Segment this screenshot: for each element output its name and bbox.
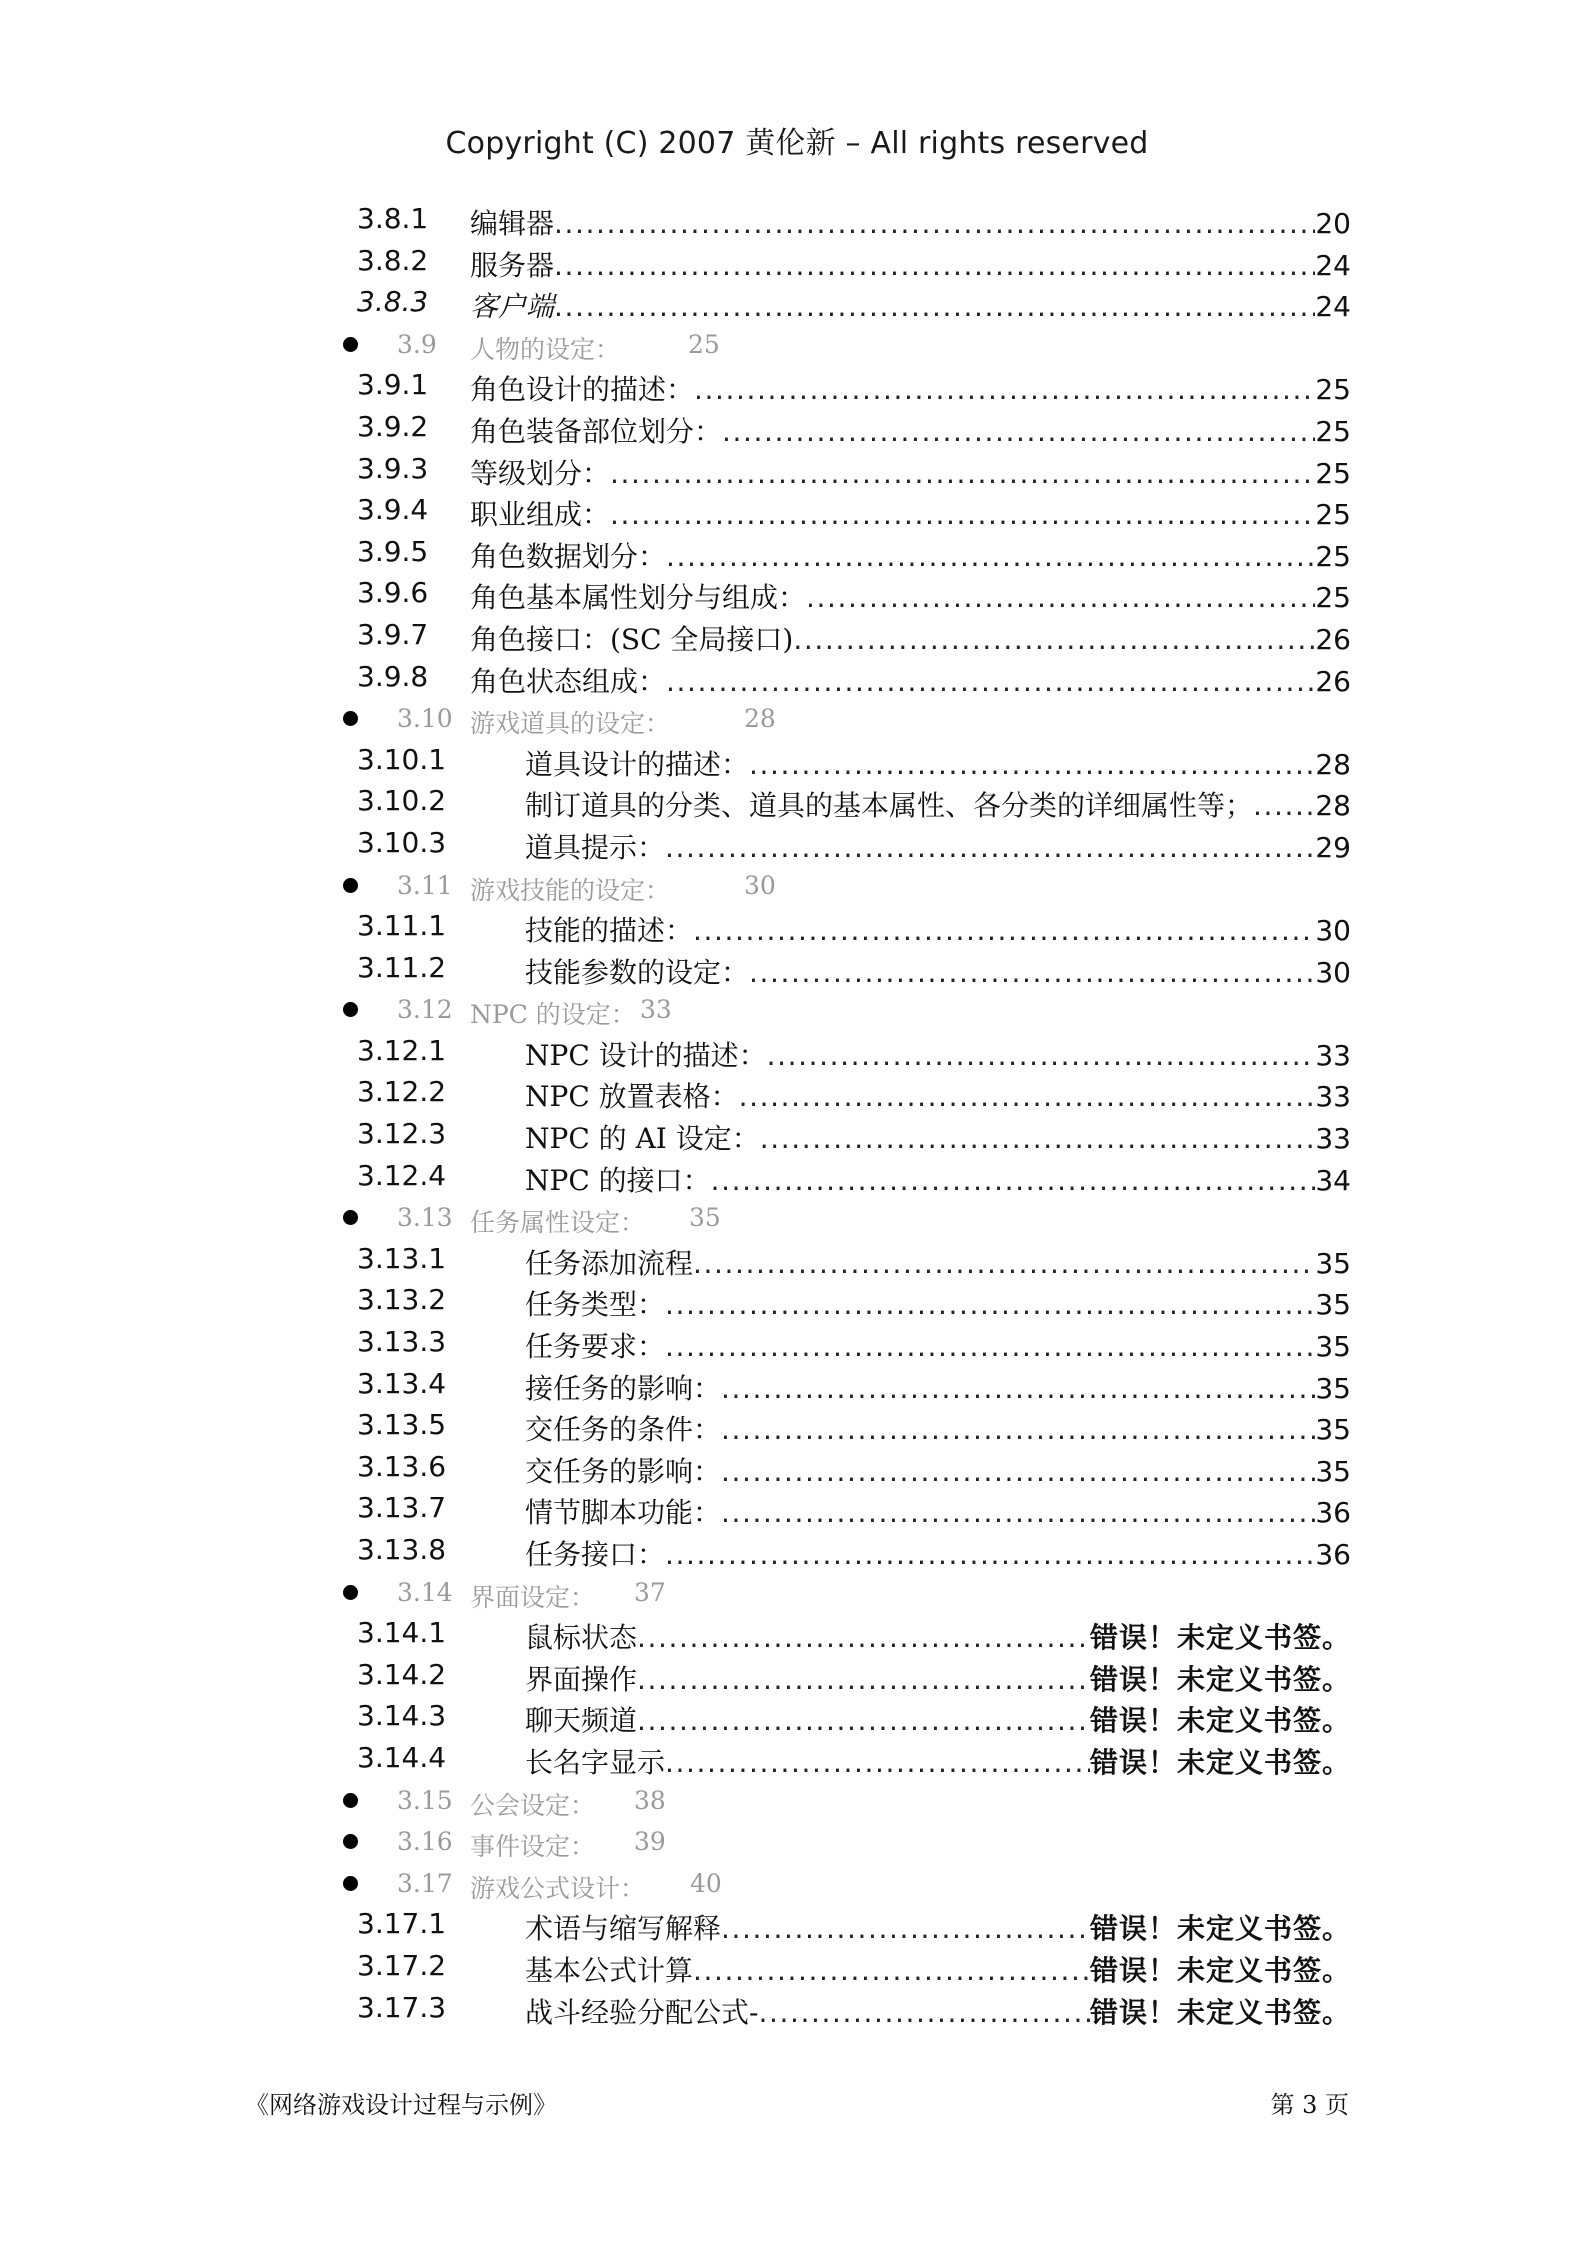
section-title: 任务属性设定： — [470, 1208, 646, 1238]
entry-error-text: 错误！未定义书签。 — [1089, 1662, 1351, 1696]
toc-section-heading[interactable] — [0, 1862, 1594, 1904]
toc-entry[interactable] — [0, 1363, 1594, 1405]
entry-title: 交任务的影响： — [525, 1454, 722, 1488]
entry-number: 3.10.1 — [357, 742, 447, 776]
entry-title: 职业组成： — [470, 498, 611, 532]
bullet-icon — [343, 1210, 358, 1225]
entry-title: 技能参数的设定： — [525, 955, 750, 989]
entry-line — [525, 1242, 1351, 1282]
entry-page-number: 36 — [1315, 1538, 1351, 1571]
toc-entry[interactable] — [0, 489, 1594, 531]
entry-line — [525, 1325, 1351, 1365]
entry-number: 3.14.1 — [357, 1616, 447, 1650]
dot-leader — [721, 1372, 1315, 1405]
dot-leader — [721, 1912, 1090, 1945]
entry-error-text: 错误！未定义书签。 — [1089, 1995, 1351, 2029]
toc-section-heading[interactable] — [0, 323, 1594, 365]
entry-line — [525, 1408, 1351, 1448]
dot-leader — [767, 1039, 1316, 1072]
entry-line — [525, 1533, 1351, 1573]
dot-leader — [665, 1538, 1315, 1571]
entry-page-number: 25 — [1315, 373, 1351, 407]
entry-page-number: 34 — [1315, 1163, 1351, 1197]
dot-leader — [554, 249, 1315, 282]
entry-number: 3.9.1 — [357, 368, 429, 402]
entry-number: 3.8.2 — [357, 243, 429, 277]
entry-number: 3.10.3 — [357, 825, 447, 859]
entry-page-number: 26 — [1315, 622, 1351, 656]
toc-entry[interactable] — [0, 531, 1594, 573]
dot-leader — [637, 1663, 1090, 1696]
entry-page-number: 20 — [1315, 207, 1351, 240]
entry-line — [525, 1491, 1351, 1531]
bullet-icon — [343, 337, 358, 352]
entry-line — [470, 618, 1351, 658]
entry-number: 3.8.3 — [357, 285, 429, 319]
toc-entry[interactable] — [0, 1113, 1594, 1155]
entry-title: 情节脚本功能： — [525, 1496, 722, 1530]
section-number: 3.9 — [397, 329, 437, 359]
entry-page-number: 25 — [1315, 539, 1351, 573]
entry-title: 服务器 — [470, 248, 555, 282]
entry-number: 3.9.4 — [357, 493, 429, 527]
toc-entry[interactable] — [0, 1737, 1594, 1779]
entry-title: 任务要求： — [525, 1330, 666, 1364]
section-number: 3.17 — [397, 1868, 453, 1898]
entry-title: 角色装备部位划分： — [470, 414, 723, 448]
dot-leader — [637, 1621, 1090, 1654]
toc-section-heading[interactable] — [0, 1779, 1594, 1821]
dot-leader — [693, 914, 1315, 947]
entry-number: 3.13.1 — [357, 1241, 447, 1275]
toc-entry[interactable] — [0, 1321, 1594, 1363]
entry-number: 3.9.5 — [357, 534, 429, 568]
entry-number: 3.13.2 — [357, 1283, 447, 1317]
dot-leader — [610, 457, 1315, 490]
entry-number: 3.9.7 — [357, 617, 429, 651]
entry-line — [470, 202, 1351, 242]
toc-entry[interactable] — [0, 739, 1594, 781]
entry-title: 交任务的条件： — [525, 1413, 722, 1447]
toc-entry[interactable] — [0, 1987, 1594, 2029]
bullet-icon — [343, 1585, 358, 1600]
entry-number: 3.13.5 — [357, 1408, 447, 1442]
dot-leader — [665, 1746, 1090, 1779]
section-page-number: 39 — [634, 1827, 666, 1857]
entry-title: 角色基本属性划分与组成： — [470, 581, 807, 615]
entry-line — [470, 452, 1351, 492]
entry-page-number: 36 — [1315, 1496, 1351, 1530]
entry-number: 3.11.1 — [357, 909, 447, 943]
section-page-number: 38 — [634, 1785, 666, 1815]
entry-page-number: 35 — [1315, 1371, 1351, 1405]
entry-error-text: 错误！未定义书签。 — [1089, 1953, 1351, 1987]
entry-title: 鼠标状态 — [525, 1621, 638, 1655]
entry-title: 编辑器 — [470, 207, 555, 240]
section-page-number: 35 — [689, 1203, 721, 1233]
entry-line — [525, 909, 1351, 949]
entry-page-number: 35 — [1315, 1288, 1351, 1322]
toc-entry[interactable] — [0, 822, 1594, 864]
entry-title: 角色接口：(SC 全局接口) — [470, 622, 794, 656]
toc-entry[interactable] — [0, 656, 1594, 698]
entry-number: 3.14.4 — [357, 1740, 447, 1774]
toc-entry[interactable] — [0, 1030, 1594, 1072]
entry-line — [470, 576, 1351, 616]
entry-page-number: 35 — [1315, 1413, 1351, 1447]
dot-leader — [758, 1996, 1090, 2029]
entry-line — [470, 285, 1351, 325]
entry-title: 任务添加流程 — [525, 1246, 694, 1280]
entry-page-number: 29 — [1315, 830, 1351, 864]
toc-entry[interactable] — [0, 614, 1594, 656]
toc-entry[interactable] — [0, 1529, 1594, 1571]
entry-number: 3.8.1 — [357, 202, 429, 235]
entry-number: 3.12.4 — [357, 1158, 447, 1192]
toc-entry[interactable] — [0, 240, 1594, 282]
entry-number: 3.13.6 — [357, 1449, 447, 1483]
section-page-number: 33 — [640, 995, 672, 1025]
entry-title: 战斗经验分配公式- — [525, 1995, 759, 2029]
entry-number: 3.13.4 — [357, 1366, 447, 1400]
toc-entry[interactable] — [0, 572, 1594, 614]
section-page-number: 37 — [634, 1577, 666, 1607]
dot-leader — [610, 498, 1315, 531]
entry-title: NPC 设计的描述： — [525, 1038, 767, 1072]
entry-number: 3.13.8 — [357, 1533, 447, 1566]
dot-leader — [666, 665, 1315, 698]
entry-line — [525, 1034, 1351, 1074]
entry-number: 3.17.1 — [357, 1907, 447, 1941]
entry-page-number: 30 — [1315, 955, 1351, 989]
entry-error-text: 错误！未定义书签。 — [1089, 1745, 1351, 1779]
toc-entry[interactable] — [0, 1279, 1594, 1321]
toc-entry[interactable] — [0, 1404, 1594, 1446]
dot-leader — [749, 956, 1315, 989]
toc-entry[interactable] — [0, 947, 1594, 989]
entry-page-number: 33 — [1315, 1038, 1351, 1072]
entry-page-number: 33 — [1315, 1080, 1351, 1114]
entry-number: 3.9.2 — [357, 409, 429, 443]
entry-page-number: 26 — [1315, 664, 1351, 698]
entry-line — [525, 1907, 1351, 1947]
section-title: 事件设定： — [470, 1832, 596, 1862]
entry-number: 3.14.2 — [357, 1657, 447, 1691]
bullet-icon — [343, 711, 358, 726]
dot-leader — [721, 1455, 1315, 1488]
entry-title: 聊天频道 — [525, 1704, 638, 1738]
entry-line — [525, 1949, 1351, 1989]
entry-error-text: 错误！未定义书签。 — [1089, 1621, 1351, 1655]
dot-leader — [806, 581, 1315, 614]
toc-entry[interactable] — [0, 281, 1594, 323]
section-page-number: 28 — [744, 704, 776, 734]
entry-line — [525, 1699, 1351, 1739]
entry-title: 任务类型： — [525, 1288, 666, 1322]
section-title: 人物的设定： — [470, 334, 621, 364]
toc-entry[interactable] — [0, 1487, 1594, 1529]
entry-line — [470, 410, 1351, 450]
bullet-icon — [343, 1793, 358, 1808]
entry-title: 角色设计的描述： — [470, 373, 695, 407]
dot-leader — [554, 207, 1315, 240]
entry-line — [525, 784, 1351, 824]
entry-line — [525, 1367, 1351, 1407]
entry-title: 接任务的影响： — [525, 1371, 722, 1405]
entry-error-text: 错误！未定义书签。 — [1089, 1912, 1351, 1946]
entry-line — [525, 951, 1351, 991]
entry-line — [525, 1658, 1351, 1698]
section-page-number: 30 — [744, 870, 776, 900]
entry-number: 3.12.2 — [357, 1075, 447, 1109]
entry-title: NPC 的接口： — [525, 1163, 711, 1197]
entry-title: NPC 放置表格： — [525, 1080, 739, 1114]
toc-entry[interactable] — [0, 198, 1594, 240]
entry-page-number: 35 — [1315, 1246, 1351, 1280]
entry-line — [470, 660, 1351, 700]
dot-leader — [666, 540, 1315, 573]
entry-title: 客户端 — [470, 290, 555, 324]
table-of-contents — [0, 198, 1594, 2028]
entry-title: NPC 的 AI 设定： — [525, 1122, 760, 1156]
dot-leader — [722, 415, 1315, 448]
dot-leader — [739, 1080, 1316, 1113]
section-page-number: 25 — [688, 329, 720, 359]
section-title: 游戏道具的设定： — [470, 709, 671, 739]
toc-entry[interactable] — [0, 448, 1594, 490]
dot-leader — [760, 1122, 1316, 1155]
entry-line — [525, 1075, 1351, 1115]
section-title: 界面设定： — [470, 1582, 596, 1612]
entry-line — [470, 368, 1351, 408]
toc-entry[interactable] — [0, 1612, 1594, 1654]
entry-number: 3.9.8 — [357, 659, 429, 693]
entry-title: 任务接口： — [525, 1538, 666, 1571]
entry-title: 角色状态组成： — [470, 664, 667, 698]
toc-entry[interactable] — [0, 1446, 1594, 1488]
entry-title: 道具提示： — [525, 830, 666, 864]
dot-leader — [721, 1413, 1315, 1446]
entry-title: 道具设计的描述： — [525, 747, 750, 781]
entry-page-number: 28 — [1315, 747, 1351, 781]
footer-book-title: 《网络游戏设计过程与示例》 — [245, 2091, 557, 2119]
entry-line — [525, 1616, 1351, 1656]
entry-line — [525, 1159, 1351, 1199]
dot-leader — [637, 1704, 1090, 1737]
entry-page-number: 33 — [1315, 1122, 1351, 1156]
entry-line — [525, 1450, 1351, 1490]
entry-page-number: 25 — [1315, 456, 1351, 490]
entry-number: 3.17.3 — [357, 1990, 447, 2024]
entry-title: 长名字显示 — [525, 1745, 666, 1779]
toc-entry[interactable] — [0, 1654, 1594, 1696]
section-number: 3.14 — [397, 1577, 453, 1607]
entry-line — [525, 1991, 1351, 2031]
entry-title: 角色数据划分： — [470, 539, 667, 573]
dot-leader — [665, 1330, 1315, 1363]
entry-title: 基本公式计算 — [525, 1953, 694, 1987]
entry-title: 术语与缩写解释 — [525, 1912, 722, 1946]
entry-page-number: 25 — [1315, 498, 1351, 532]
entry-number: 3.14.3 — [357, 1699, 447, 1733]
section-number: 3.13 — [397, 1203, 453, 1233]
dot-leader — [665, 1288, 1315, 1321]
toc-entry[interactable] — [0, 1903, 1594, 1945]
toc-section-heading[interactable] — [0, 988, 1594, 1030]
dot-leader — [749, 748, 1315, 781]
entry-number: 3.11.2 — [357, 950, 447, 984]
toc-entry[interactable] — [0, 406, 1594, 448]
entry-line — [470, 493, 1351, 533]
toc-section-heading[interactable] — [0, 697, 1594, 739]
page-header: Copyright (C) 2007 黄伦新 – All rights reserved — [445, 126, 1149, 161]
entry-line — [525, 826, 1351, 866]
section-number: 3.15 — [397, 1785, 453, 1815]
bullet-icon — [343, 1834, 358, 1849]
dot-leader — [1253, 789, 1315, 822]
entry-title: 技能的描述： — [525, 914, 694, 948]
dot-leader — [694, 373, 1315, 406]
bullet-icon — [343, 878, 358, 893]
entry-line — [525, 743, 1351, 783]
dot-leader — [693, 1954, 1090, 1987]
entry-page-number: 25 — [1315, 581, 1351, 615]
entry-line — [525, 1117, 1351, 1157]
entry-page-number: 24 — [1315, 248, 1351, 282]
toc-section-heading[interactable] — [0, 1571, 1594, 1613]
toc-entry[interactable] — [0, 905, 1594, 947]
toc-section-heading[interactable] — [0, 1820, 1594, 1862]
entry-line — [525, 1741, 1351, 1781]
entry-number: 3.17.2 — [357, 1948, 447, 1982]
dot-leader — [693, 1247, 1315, 1280]
bullet-icon — [343, 1876, 358, 1891]
section-page-number: 40 — [690, 1868, 722, 1898]
section-title: NPC 的设定： — [470, 1000, 636, 1030]
footer-page-number: 第 3 页 — [1270, 2091, 1349, 2119]
entry-page-number: 35 — [1315, 1330, 1351, 1364]
entry-number: 3.13.3 — [357, 1325, 447, 1359]
entry-number: 3.9.6 — [357, 576, 429, 610]
entry-line — [470, 244, 1351, 284]
entry-title: 等级划分： — [470, 456, 611, 490]
toc-entry[interactable] — [0, 1695, 1594, 1737]
section-number: 3.11 — [397, 870, 453, 900]
toc-entry[interactable] — [0, 1155, 1594, 1197]
toc-entry[interactable] — [0, 1945, 1594, 1987]
toc-entry[interactable] — [0, 780, 1594, 822]
entry-title: 制订道具的分类、道具的基本属性、各分类的详细属性等； — [525, 789, 1254, 823]
toc-section-heading[interactable] — [0, 1196, 1594, 1238]
dot-leader — [711, 1164, 1316, 1197]
dot-leader — [665, 831, 1315, 864]
entry-page-number: 30 — [1315, 914, 1351, 948]
entry-page-number: 24 — [1315, 290, 1351, 324]
section-title: 公会设定： — [470, 1790, 596, 1820]
entry-title: 界面操作 — [525, 1662, 638, 1696]
dot-leader — [793, 623, 1315, 656]
toc-section-heading[interactable] — [0, 864, 1594, 906]
entry-line — [470, 535, 1351, 575]
entry-number: 3.12.3 — [357, 1117, 447, 1151]
entry-page-number: 35 — [1315, 1454, 1351, 1488]
entry-number: 3.13.7 — [357, 1491, 447, 1525]
entry-page-number: 28 — [1315, 789, 1351, 823]
dot-leader — [554, 290, 1315, 323]
entry-number: 3.10.2 — [357, 784, 447, 818]
section-number: 3.16 — [397, 1827, 453, 1857]
section-title: 游戏技能的设定： — [470, 875, 671, 905]
entry-line — [525, 1283, 1351, 1323]
entry-number: 3.12.1 — [357, 1033, 447, 1067]
section-title: 游戏公式设计： — [470, 1873, 646, 1903]
section-number: 3.12 — [397, 995, 453, 1025]
entry-page-number: 25 — [1315, 414, 1351, 448]
bullet-icon — [343, 1002, 358, 1017]
section-number: 3.10 — [397, 704, 453, 734]
entry-number: 3.9.3 — [357, 451, 429, 485]
entry-error-text: 错误！未定义书签。 — [1089, 1704, 1351, 1738]
toc-entry[interactable] — [0, 1238, 1594, 1280]
dot-leader — [721, 1496, 1315, 1529]
toc-entry[interactable] — [0, 364, 1594, 406]
toc-entry[interactable] — [0, 1071, 1594, 1113]
